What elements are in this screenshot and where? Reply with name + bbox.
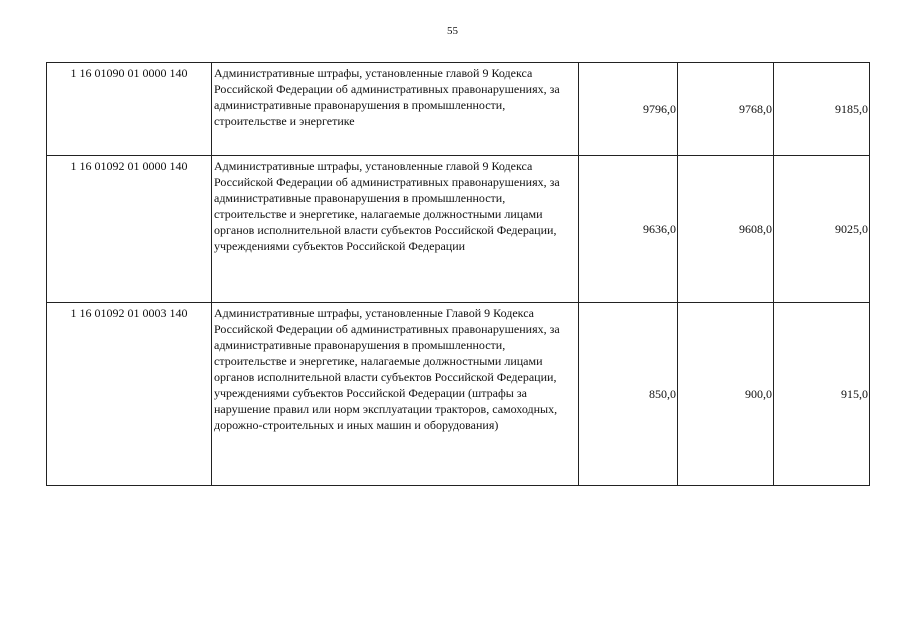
amount-cell-year-3: 9025,0 (774, 156, 870, 303)
amount-cell-year-3: 915,0 (774, 303, 870, 486)
amount-cell-year-1: 9636,0 (579, 156, 678, 303)
amount-cell-year-2: 9608,0 (678, 156, 774, 303)
amount-cell-year-2: 900,0 (678, 303, 774, 486)
page-number: 55 (447, 25, 458, 37)
budget-code-cell: 1 16 01090 01 0000 140 (47, 63, 212, 156)
description-cell: Административные штрафы, установленные главой 9 Кодекса Российской Федерации об административных правонарушениях, за административные правонарушения в промышленности, строительстве и энергетике, налагаемые должностными лицами органов исполнительной власти субъектов Российской Федерации, учреждениями субъектов Российской Федерации (212, 156, 579, 303)
table-row (47, 156, 870, 303)
description-cell: Административные штрафы, установленные Главой 9 Кодекса Российской Федерации об административных правонарушениях, за административные правонарушения в промышленности, строительстве и энергетике, налагаемые должностными лицами органов исполнительной власти субъектов Российской Федерации, учреждениями субъектов Российской Федерации (штрафы за нарушение правил или норм эксплуатации тракторов, самоходных, дорожно-строительных и иных машин и оборудования) (212, 303, 579, 486)
amount-cell-year-1: 850,0 (579, 303, 678, 486)
description-cell: Административные штрафы, установленные главой 9 Кодекса Российской Федерации об административных правонарушениях, за административные правонарушения в промышленности, строительстве и энергетике (212, 63, 579, 156)
amount-cell-year-3: 9185,0 (774, 63, 870, 156)
table-row (47, 63, 870, 156)
budget-code-cell: 1 16 01092 01 0003 140 (47, 303, 212, 486)
amount-cell-year-1: 9796,0 (579, 63, 678, 156)
table-row (47, 303, 870, 486)
budget-revenue-table (46, 62, 870, 486)
budget-code-cell: 1 16 01092 01 0000 140 (47, 156, 212, 303)
amount-cell-year-2: 9768,0 (678, 63, 774, 156)
